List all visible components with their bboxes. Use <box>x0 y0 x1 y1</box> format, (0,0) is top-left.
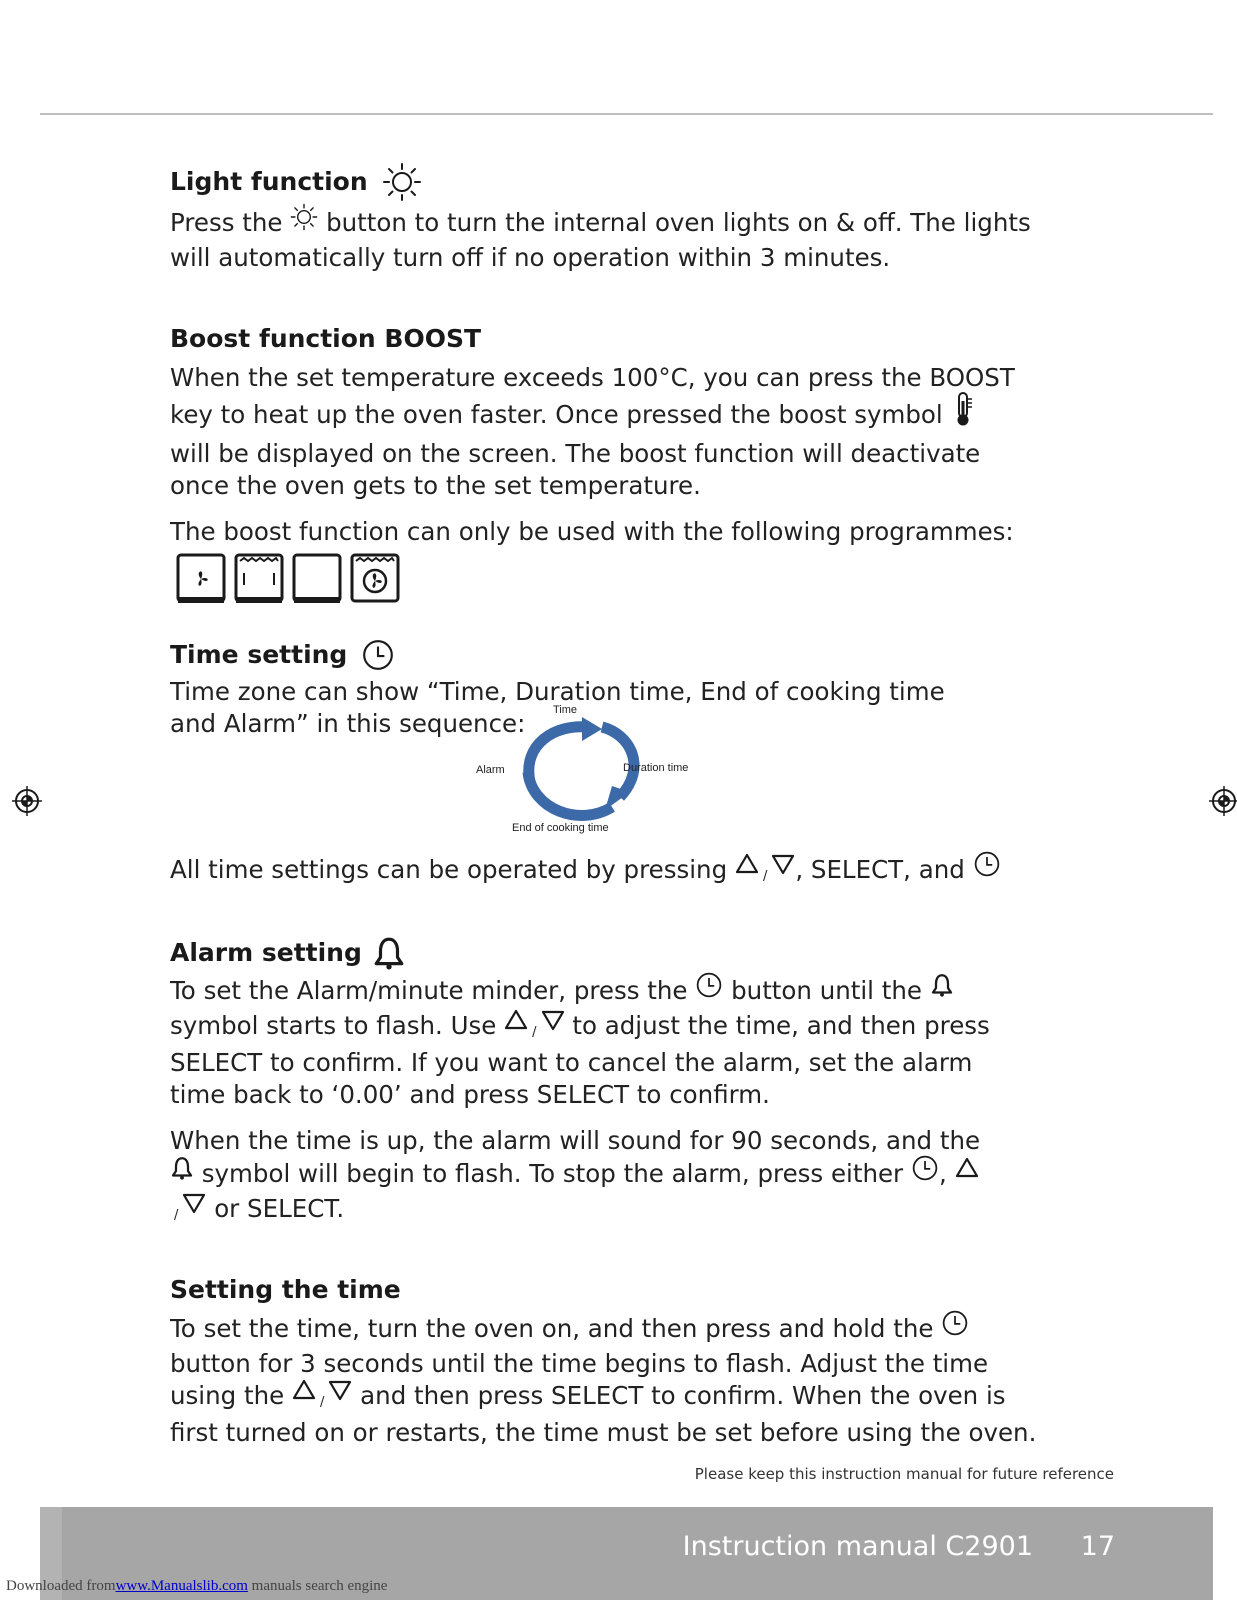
registration-mark-icon <box>11 785 43 821</box>
light-sun-icon <box>290 203 318 239</box>
down-arrow-icon <box>328 1378 352 1410</box>
bell-icon <box>372 936 406 970</box>
clock-icon <box>973 850 1001 886</box>
boost-programmes-text: The boost function can only be used with the following programmes: <box>170 517 1014 546</box>
up-arrow-icon <box>955 1156 979 1188</box>
cycle-label-alarm: Alarm <box>476 764 505 776</box>
bottom-heat-icon <box>292 553 342 605</box>
clock-icon <box>911 1154 939 1190</box>
clock-icon <box>941 1309 969 1345</box>
registration-mark-icon <box>1208 785 1237 821</box>
set-time-section <box>170 1274 1070 1449</box>
bell-icon <box>170 1156 194 1188</box>
footer-title: Instruction manual C2901 <box>682 1531 1033 1562</box>
up-arrow-icon <box>504 1008 528 1040</box>
boost-section <box>170 323 1070 548</box>
alarm-paragraph-2: When the time is up, the alarm will sound for 90 seconds, and the symbol will begin to flash. To stop the alarm, press either , / or SELECT. <box>170 1126 981 1223</box>
footer-note: Please keep this instruction manual for future reference <box>694 1465 1114 1483</box>
fan-bottom-heat-icon <box>176 553 226 605</box>
boost-programme-icons <box>176 553 400 605</box>
up-arrow-icon <box>292 1378 316 1410</box>
top-rule <box>40 113 1213 115</box>
set-time-paragraph: To set the time, turn the oven on, and then press and hold the button for 3 seconds until the time begins to flash. Adjust the time using the / and then press SELECT to confirm. When the oven is first turned on or restarts, the time must be set before using the oven. <box>170 1312 1050 1449</box>
light-section <box>170 162 1070 274</box>
boost-thermometer-icon <box>951 391 975 435</box>
cycle-label-end: End of cooking time <box>512 822 609 834</box>
alarm-paragraph-1: To set the Alarm/minute minder, press the button until the symbol starts to flash. Use / to adjust the time, and then press SELECT to confirm. If you want to cancel the alarm, set the alarm time back to ‘0.00’ and press SELECT to confirm. <box>170 974 1030 1111</box>
up-arrow-icon <box>735 852 759 884</box>
time-sequence-diagram <box>470 704 730 842</box>
clock-icon <box>361 638 395 672</box>
page-number: 17 <box>1080 1531 1115 1562</box>
light-heading-text: Light function <box>170 167 368 196</box>
alarm-section <box>170 936 1070 1230</box>
time-operate-paragraph: All time settings can be operated by pressing / , SELECT, and <box>170 853 1070 891</box>
light-heading <box>170 162 1070 202</box>
set-time-heading: Setting the time <box>170 1275 401 1304</box>
alarm-heading: Alarm setting <box>170 936 1070 970</box>
boost-paragraph: When the set temperature exceeds 100°C, you can press the BOOST key to heat up the oven faster. Once pressed the boost symbol will be displayed on the screen. The boost function will deactivate once the oven gets to the set temperature. <box>170 363 1015 500</box>
manualslib-link[interactable]: www.Manualslib.com <box>115 1578 248 1594</box>
time-setting-paragraph: Time zone can show “Time, Duration time, End of cooking time and Alarm” in this sequence: <box>170 677 945 738</box>
down-arrow-icon <box>771 852 795 884</box>
fan-grill-icon <box>350 553 400 605</box>
bell-icon <box>930 973 954 1005</box>
download-attribution: Downloaded fromwww.Manualslib.com manuals search engine <box>6 1578 388 1594</box>
light-bulb-sun-icon <box>382 162 422 202</box>
clock-icon <box>695 971 723 1007</box>
down-arrow-icon <box>541 1008 565 1040</box>
time-setting-heading: Time setting <box>170 638 1070 672</box>
conventional-heat-icon <box>234 553 284 605</box>
cycle-label-duration: Duration time <box>623 762 689 774</box>
down-arrow-icon <box>182 1191 206 1223</box>
boost-heading: Boost function BOOST <box>170 324 482 353</box>
light-paragraph: Press the button to turn the internal oven lights on & off. The lights will automatically turn off if no operation within 3 minutes. <box>170 206 1070 274</box>
cycle-label-time: Time <box>553 704 578 716</box>
